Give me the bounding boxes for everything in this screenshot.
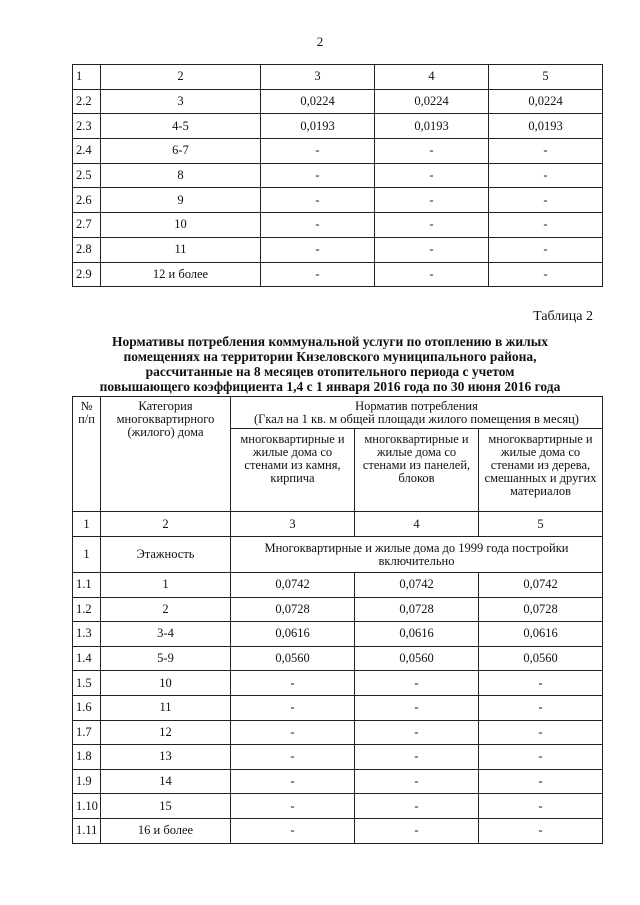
table-cell: - [355, 769, 479, 794]
table-cell: 3 [101, 89, 261, 114]
table-row [73, 188, 603, 213]
table-continuation [72, 64, 603, 287]
table-cell: - [231, 695, 355, 720]
col-category-header: Категория многоквартирного (жилого) дома [101, 397, 231, 512]
table-row [73, 114, 603, 139]
title-line: помещениях на территории Кизеловского муниципального района, [123, 349, 537, 364]
table-cell: 1.3 [73, 622, 101, 647]
table-cell: - [261, 139, 375, 164]
table-cell: 2.2 [73, 89, 101, 114]
table-cell: 0,0193 [489, 114, 603, 139]
title-line: Нормативы потребления коммунальной услуги по отоплению в жилых [111, 334, 549, 349]
table-cell: - [355, 818, 479, 843]
table-row [73, 671, 603, 696]
table2-body [73, 512, 603, 844]
table-cell: 1.4 [73, 646, 101, 671]
table-cell: - [231, 720, 355, 745]
table-row [73, 818, 603, 843]
table-cell: - [261, 262, 375, 287]
table-cell: 0,0742 [479, 573, 603, 598]
table-cell: 1.7 [73, 720, 101, 745]
table-row [73, 89, 603, 114]
table-cell: 2.4 [73, 139, 101, 164]
table-cell: - [355, 671, 479, 696]
table-cell: 4-5 [101, 114, 261, 139]
table-cell: 12 [101, 720, 231, 745]
table-cell: 0,0728 [231, 597, 355, 622]
table-row [73, 720, 603, 745]
table-cell: 1 [73, 65, 101, 90]
table-cell: 0,0728 [355, 597, 479, 622]
table-cell: 14 [101, 769, 231, 794]
table-cell: 1.1 [73, 573, 101, 598]
table-cell: - [375, 237, 489, 262]
section-label: Этажность [101, 537, 231, 573]
table-cell: - [489, 213, 603, 238]
table-row [73, 646, 603, 671]
table-cell: - [479, 794, 603, 819]
table-cell: 1.8 [73, 745, 101, 770]
table-row [73, 213, 603, 238]
table-cell: 5 [479, 512, 603, 537]
table-cell: - [355, 695, 479, 720]
table-cell: 0,0224 [489, 89, 603, 114]
table-cell: - [479, 769, 603, 794]
table-row [73, 163, 603, 188]
norm-header-line1: Норматив потребления [355, 399, 478, 413]
table-cell: 2 [101, 512, 231, 537]
page-number: 2 [316, 34, 324, 49]
table-cell: - [375, 262, 489, 287]
table-cell: 12 и более [101, 262, 261, 287]
table-cell: 0,0728 [479, 597, 603, 622]
table-cell: 2.5 [73, 163, 101, 188]
table-cell: 15 [101, 794, 231, 819]
table-row [73, 745, 603, 770]
table-cell: 3-4 [101, 622, 231, 647]
table1-body [73, 65, 603, 287]
table-cell: 10 [101, 671, 231, 696]
table-cell: 4 [375, 65, 489, 90]
table-cell: 2 [101, 65, 261, 90]
table-row [73, 769, 603, 794]
table-cell: 0,0560 [231, 646, 355, 671]
table-cell: - [231, 769, 355, 794]
table-cell: 0,0224 [261, 89, 375, 114]
col-number-header: № п/п [73, 397, 101, 512]
table-cell: 5-9 [101, 646, 231, 671]
table-cell: - [489, 188, 603, 213]
table-cell: - [479, 745, 603, 770]
table-row [73, 237, 603, 262]
table-cell: - [231, 794, 355, 819]
table-cell: - [489, 262, 603, 287]
subheader-panel-block: многоквартирные и жилые дома со стенами из панелей, блоков [355, 429, 479, 512]
column-number-row [73, 512, 603, 537]
section-text: Многоквартирные и жилые дома до 1999 года постройки включительно [231, 537, 603, 573]
norm-header-line2: (Гкал на 1 кв. м общей площади жилого помещения в месяц) [254, 412, 579, 426]
table-cell: 1.9 [73, 769, 101, 794]
table-cell: - [375, 213, 489, 238]
table-caption: Таблица 2 [533, 309, 593, 324]
table-cell: 0,0560 [479, 646, 603, 671]
table-cell: 0,0616 [231, 622, 355, 647]
table-cell: - [479, 720, 603, 745]
table-cell: 9 [101, 188, 261, 213]
table-cell: - [479, 695, 603, 720]
table-cell: - [489, 237, 603, 262]
table-cell: 3 [261, 65, 375, 90]
table-cell: 1.11 [73, 818, 101, 843]
table-cell: 5 [489, 65, 603, 90]
table-cell: - [355, 745, 479, 770]
table-cell: 16 и более [101, 818, 231, 843]
table-cell: 1.10 [73, 794, 101, 819]
table-header-row [73, 65, 603, 90]
table-cell: 0,0742 [231, 573, 355, 598]
table-cell: 6-7 [101, 139, 261, 164]
table-cell: 3 [231, 512, 355, 537]
title-line: рассчитанные на 8 месяцев отопительного периода с учетом [145, 364, 515, 379]
table-cell: - [355, 794, 479, 819]
table-row [73, 573, 603, 598]
table-cell: 13 [101, 745, 231, 770]
table-cell: 2.7 [73, 213, 101, 238]
table-cell: - [355, 720, 479, 745]
table-cell: - [489, 163, 603, 188]
table-cell: - [261, 213, 375, 238]
table-cell: 0,0224 [375, 89, 489, 114]
table-cell: 2.9 [73, 262, 101, 287]
table-cell: - [375, 139, 489, 164]
table-row [73, 597, 603, 622]
norm-group-header [231, 397, 603, 429]
table-cell: 0,0560 [355, 646, 479, 671]
table-cell: 0,0616 [479, 622, 603, 647]
table-cell: 11 [101, 695, 231, 720]
subheader-stone-brick: многоквартирные и жилые дома со стенами из камня, кирпича [231, 429, 355, 512]
title-line: повышающего коэффициента 1,4 с 1 января 2016 года по 30 июня 2016 года [99, 379, 561, 394]
table-cell: - [231, 745, 355, 770]
table-cell: - [261, 163, 375, 188]
norms-table [72, 396, 603, 844]
table-cell: - [375, 163, 489, 188]
table-cell: - [489, 139, 603, 164]
table-cell: 1 [73, 512, 101, 537]
table-cell: 0,0616 [355, 622, 479, 647]
table-row [73, 622, 603, 647]
table-cell: - [261, 188, 375, 213]
table-cell: 1.5 [73, 671, 101, 696]
section-code: 1 [73, 537, 101, 573]
table-title [60, 334, 600, 394]
table-cell: 8 [101, 163, 261, 188]
table-cell: 1.6 [73, 695, 101, 720]
table-row [73, 695, 603, 720]
table-cell: 2 [101, 597, 231, 622]
subheader-wood-mixed: многоквартирные и жилые дома со стенами из дерева, смешанных и других материалов [479, 429, 603, 512]
section-row [73, 537, 603, 573]
table-cell: 1 [101, 573, 231, 598]
table-cell: 2.8 [73, 237, 101, 262]
table-cell: - [479, 671, 603, 696]
table-cell: 1.2 [73, 597, 101, 622]
table-cell: 10 [101, 213, 261, 238]
table-cell: - [479, 818, 603, 843]
table-row [73, 794, 603, 819]
table-cell: 11 [101, 237, 261, 262]
table-cell: 2.3 [73, 114, 101, 139]
table-cell: 0,0193 [261, 114, 375, 139]
table-cell: - [375, 188, 489, 213]
table-cell: 0,0193 [375, 114, 489, 139]
table-cell: - [231, 671, 355, 696]
table-cell: - [231, 818, 355, 843]
table-cell: 4 [355, 512, 479, 537]
table-cell: 0,0742 [355, 573, 479, 598]
table-cell: - [261, 237, 375, 262]
table-row [73, 262, 603, 287]
table-row [73, 139, 603, 164]
table-cell: 2.6 [73, 188, 101, 213]
